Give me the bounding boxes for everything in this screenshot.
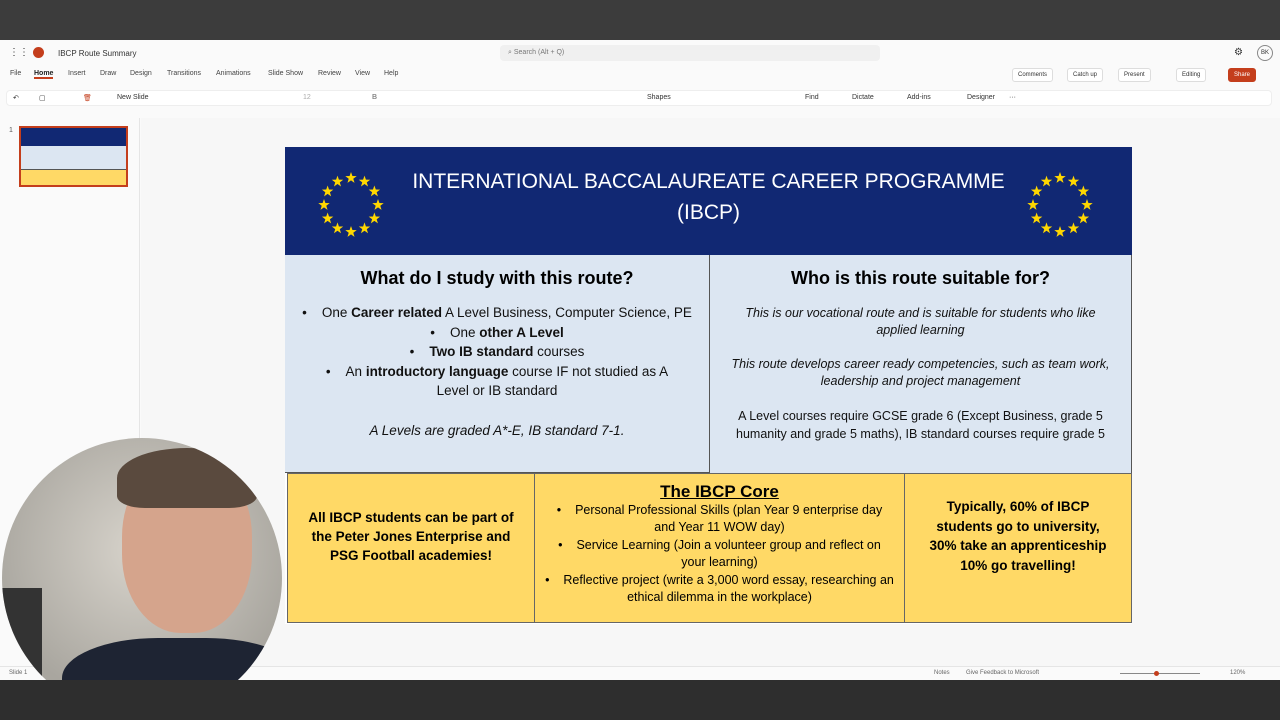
mug-image <box>2 588 42 678</box>
eu-stars-left-icon <box>315 169 387 241</box>
suitability-panel <box>709 255 1132 474</box>
editing-mode-button[interactable]: Editing <box>1176 68 1206 82</box>
suitability-text-1: This is our vocational route and is suitable for students who like applied learning <box>745 306 1096 337</box>
star-icon <box>318 199 329 210</box>
list-item: • One other A Level <box>430 324 564 340</box>
shapes-button[interactable]: Shapes <box>647 94 671 101</box>
list-item: • An introductory language course IF not studied as A Level or IB standard <box>325 363 669 398</box>
slide-indicator: Slide 1 <box>9 670 28 676</box>
slide-thumbnail-1[interactable] <box>19 126 128 187</box>
font-size-select[interactable]: 12 <box>303 94 311 101</box>
more-options-button[interactable]: ··· <box>1009 94 1016 101</box>
present-button[interactable]: Present <box>1118 68 1151 82</box>
star-icon <box>332 222 343 233</box>
slide[interactable] <box>285 147 1132 624</box>
star-icon <box>369 213 380 224</box>
search-input[interactable]: ⌕ Search (Alt + Q) <box>500 45 880 61</box>
tab-slide-show[interactable]: Slide Show <box>268 70 304 77</box>
list-item: • Two IB standard courses <box>409 344 585 359</box>
star-icon <box>1081 199 1092 210</box>
document-title[interactable]: IBCP Route Summary <box>58 49 137 58</box>
star-icon <box>1054 172 1065 183</box>
star-icon <box>359 176 370 187</box>
zoom-slider[interactable] <box>1120 673 1200 674</box>
notes-button[interactable]: Notes <box>934 670 950 676</box>
star-icon <box>1027 199 1038 210</box>
star-icon <box>369 186 380 197</box>
outcomes-panel <box>904 473 1132 623</box>
zoom-slider-thumb[interactable] <box>1154 671 1159 676</box>
academies-text: All IBCP students can be part of the Peter Jones Enterprise and PSG Football academies! <box>308 510 514 563</box>
star-icon <box>372 199 383 210</box>
zoom-level[interactable]: 120% <box>1230 670 1246 676</box>
star-icon <box>1041 176 1052 187</box>
search-placeholder: Search (Alt + Q) <box>513 49 565 56</box>
catch-up-button[interactable]: Catch up <box>1067 68 1103 82</box>
slide-title-line1: INTERNATIONAL BACCALAUREATE CAREER PROGRAMME <box>412 170 1005 193</box>
star-icon <box>1054 226 1065 237</box>
list-item: • Service Learning (Join a volunteer group and reflect on your learning) <box>558 538 881 569</box>
star-icon <box>359 222 370 233</box>
undo-icon[interactable]: ↶ <box>13 95 19 102</box>
dictate-button[interactable]: Dictate <box>852 94 874 101</box>
video-top-bar <box>0 0 1280 40</box>
outcomes-text: Typically, 60% of IBCP students go to university, 30% take an apprenticeship 10% go travelling! <box>929 499 1107 573</box>
star-icon <box>1031 213 1042 224</box>
find-button[interactable]: Find <box>805 94 819 101</box>
tab-transitions[interactable]: Transitions <box>167 70 201 77</box>
star-icon <box>1078 186 1089 197</box>
share-button[interactable]: Share <box>1228 68 1256 82</box>
eu-stars-right-icon <box>1024 169 1096 241</box>
star-icon <box>345 226 356 237</box>
ribbon-toolbar <box>6 90 1272 106</box>
tab-file[interactable]: File <box>10 70 22 77</box>
app-launcher-icon[interactable]: ⋮⋮ <box>9 47 29 58</box>
tab-animations[interactable]: Animations <box>216 70 251 77</box>
list-item: • Reflective project (write a 3,000 word essay, researching an ethical dilemma in the workplace) <box>545 573 894 604</box>
tab-insert[interactable]: Insert <box>68 70 86 77</box>
video-bottom-bar <box>0 680 1280 720</box>
tab-view[interactable]: View <box>355 70 371 77</box>
presenter-hair <box>117 448 257 508</box>
study-panel <box>285 255 710 473</box>
paste-icon[interactable]: ▢ <box>39 95 46 102</box>
star-icon <box>1068 176 1079 187</box>
title-bar <box>0 40 1280 66</box>
list-item: • One Career related A Level Business, Computer Science, PE <box>302 305 692 320</box>
star-icon <box>1041 222 1052 233</box>
feedback-link[interactable]: Give Feedback to Microsoft <box>966 670 1040 676</box>
settings-gear-icon[interactable]: ⚙ <box>1234 47 1243 58</box>
tab-draw[interactable]: Draw <box>100 70 117 77</box>
star-icon <box>322 213 333 224</box>
core-heading: The IBCP Core <box>660 482 779 501</box>
avatar[interactable]: BK <box>1257 45 1273 61</box>
slide-header <box>285 147 1132 255</box>
list-item: • Personal Professional Skills (plan Year 9 enterprise day and Year 11 WOW day) <box>556 503 883 534</box>
suitability-heading: Who is this route suitable for? <box>790 268 1050 288</box>
star-icon <box>332 176 343 187</box>
academies-panel <box>287 473 535 623</box>
delete-icon[interactable]: 🗑 <box>83 95 92 102</box>
star-icon <box>1068 222 1079 233</box>
tab-help[interactable]: Help <box>384 70 399 77</box>
comments-button[interactable]: Comments <box>1012 68 1053 82</box>
study-heading: What do I study with this route? <box>360 268 634 288</box>
entry-requirements: A Level courses require GCSE grade 6 (Except Business, grade 5 humanity and grade 5 maths), IB standard courses require grade 5 <box>736 409 1105 441</box>
star-icon <box>345 172 356 183</box>
ibcp-core-panel <box>534 473 905 623</box>
star-icon <box>322 186 333 197</box>
tab-review[interactable]: Review <box>318 70 341 77</box>
bold-button[interactable]: B <box>372 94 378 101</box>
slide-number: 1 <box>9 127 13 134</box>
new-slide-button[interactable]: New Slide <box>117 94 149 101</box>
designer-button[interactable]: Designer <box>967 94 996 101</box>
grading-note: A Levels are graded A*-E, IB standard 7-1. <box>369 422 625 438</box>
tab-home[interactable]: Home <box>34 70 54 77</box>
powerpoint-logo-icon <box>33 47 44 58</box>
slide-title-line2: (IBCP) <box>677 201 740 224</box>
suitability-text-2: This route develops career ready competencies, such as team work, leadership and project management <box>731 357 1110 388</box>
star-icon <box>1078 213 1089 224</box>
star-icon <box>1031 186 1042 197</box>
webcam-overlay <box>2 438 282 718</box>
add-ins-button[interactable]: Add-ins <box>907 94 931 101</box>
tab-design[interactable]: Design <box>130 70 152 77</box>
